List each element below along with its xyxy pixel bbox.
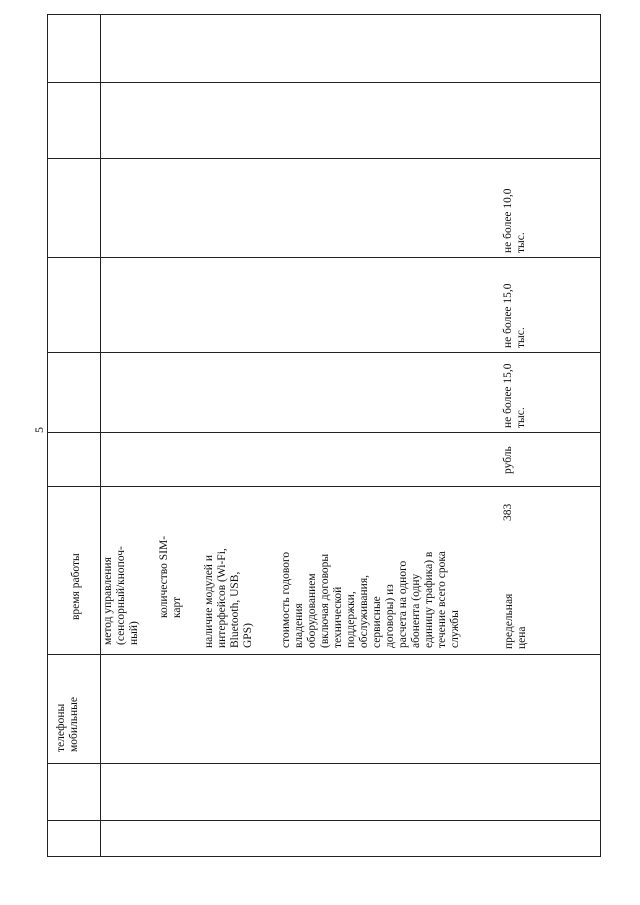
unit-name [502,446,515,474]
row-label-line: мобильные [68,696,80,752]
row-divider [47,432,601,433]
table-border-right [600,14,601,856]
characteristic-line: поддержки, [345,591,357,648]
characteristic-line: карт [171,596,183,618]
characteristic-work-time [70,553,83,620]
characteristic-line: время работы [70,553,82,620]
characteristic-line: договоры) из [384,584,396,648]
table-border-bottom [47,856,601,857]
characteristic-line: количество SIM- [158,535,170,618]
characteristic-control-method [102,546,141,645]
okei-code [502,504,515,521]
row-divider [47,486,601,487]
value-line: не более 10,0 [502,188,514,253]
row-divider [47,763,601,764]
row-divider [47,158,601,159]
characteristic-line: течение всего срока [436,551,448,648]
characteristic-sim-count [158,536,184,618]
characteristic-line: обслуживания, [358,575,370,648]
characteristic-ownership-cost [280,551,462,648]
row-divider [47,352,601,353]
value-cell-3 [502,188,528,253]
characteristic-modules [203,548,255,648]
row-divider [47,82,601,83]
value-line: не более 15,0 [502,363,514,428]
characteristic-line: технической [332,586,344,648]
characteristic-line: расчета на одного [397,560,409,648]
row-divider [47,654,601,655]
table-border-left [47,14,48,856]
characteristic-line: абонента (одну [410,573,422,648]
row-divider [47,257,601,258]
characteristic-line: цена [516,626,528,649]
characteristic-line: предельная [503,593,515,649]
page-number [33,427,45,433]
row-label-line: телефоны [55,703,67,752]
characteristic-line: GPS) [242,623,254,648]
value-cell-2 [502,283,528,348]
page-number-text: 5 [32,427,46,433]
characteristic-line: стоимость годового [280,551,292,648]
characteristic-line: интерфейсов (Wi-Fi, [216,548,228,648]
characteristic-line: сервисные [371,596,383,648]
characteristic-line: владения [293,603,305,648]
okei-code-text: 383 [502,503,514,521]
row-divider [47,820,601,821]
characteristic-line: (включая договоры [319,553,331,648]
characteristic-line: службы [449,610,461,648]
characteristic-price-limit [503,594,529,649]
characteristic-line: (сенсорный/кнопоч- [115,546,127,645]
value-line: тыс. [515,327,527,348]
table-border-top [47,14,601,15]
unit-name-text: рубль [502,446,514,474]
characteristic-line: Bluetooth, USB, [229,571,241,648]
value-line: тыс. [515,407,527,428]
characteristic-line: метод управления [102,557,114,645]
row-label-mobile-phones [55,697,81,752]
characteristic-line: оборудованием [306,573,318,648]
value-line: не более 15,0 [502,283,514,348]
characteristic-line: наличие модулей и [203,555,215,648]
value-line: тыс. [515,232,527,253]
column-divider [100,14,101,856]
characteristic-line: единицу трафика) в [423,551,435,648]
value-cell-1 [502,363,528,428]
characteristic-line: ный) [128,621,140,645]
